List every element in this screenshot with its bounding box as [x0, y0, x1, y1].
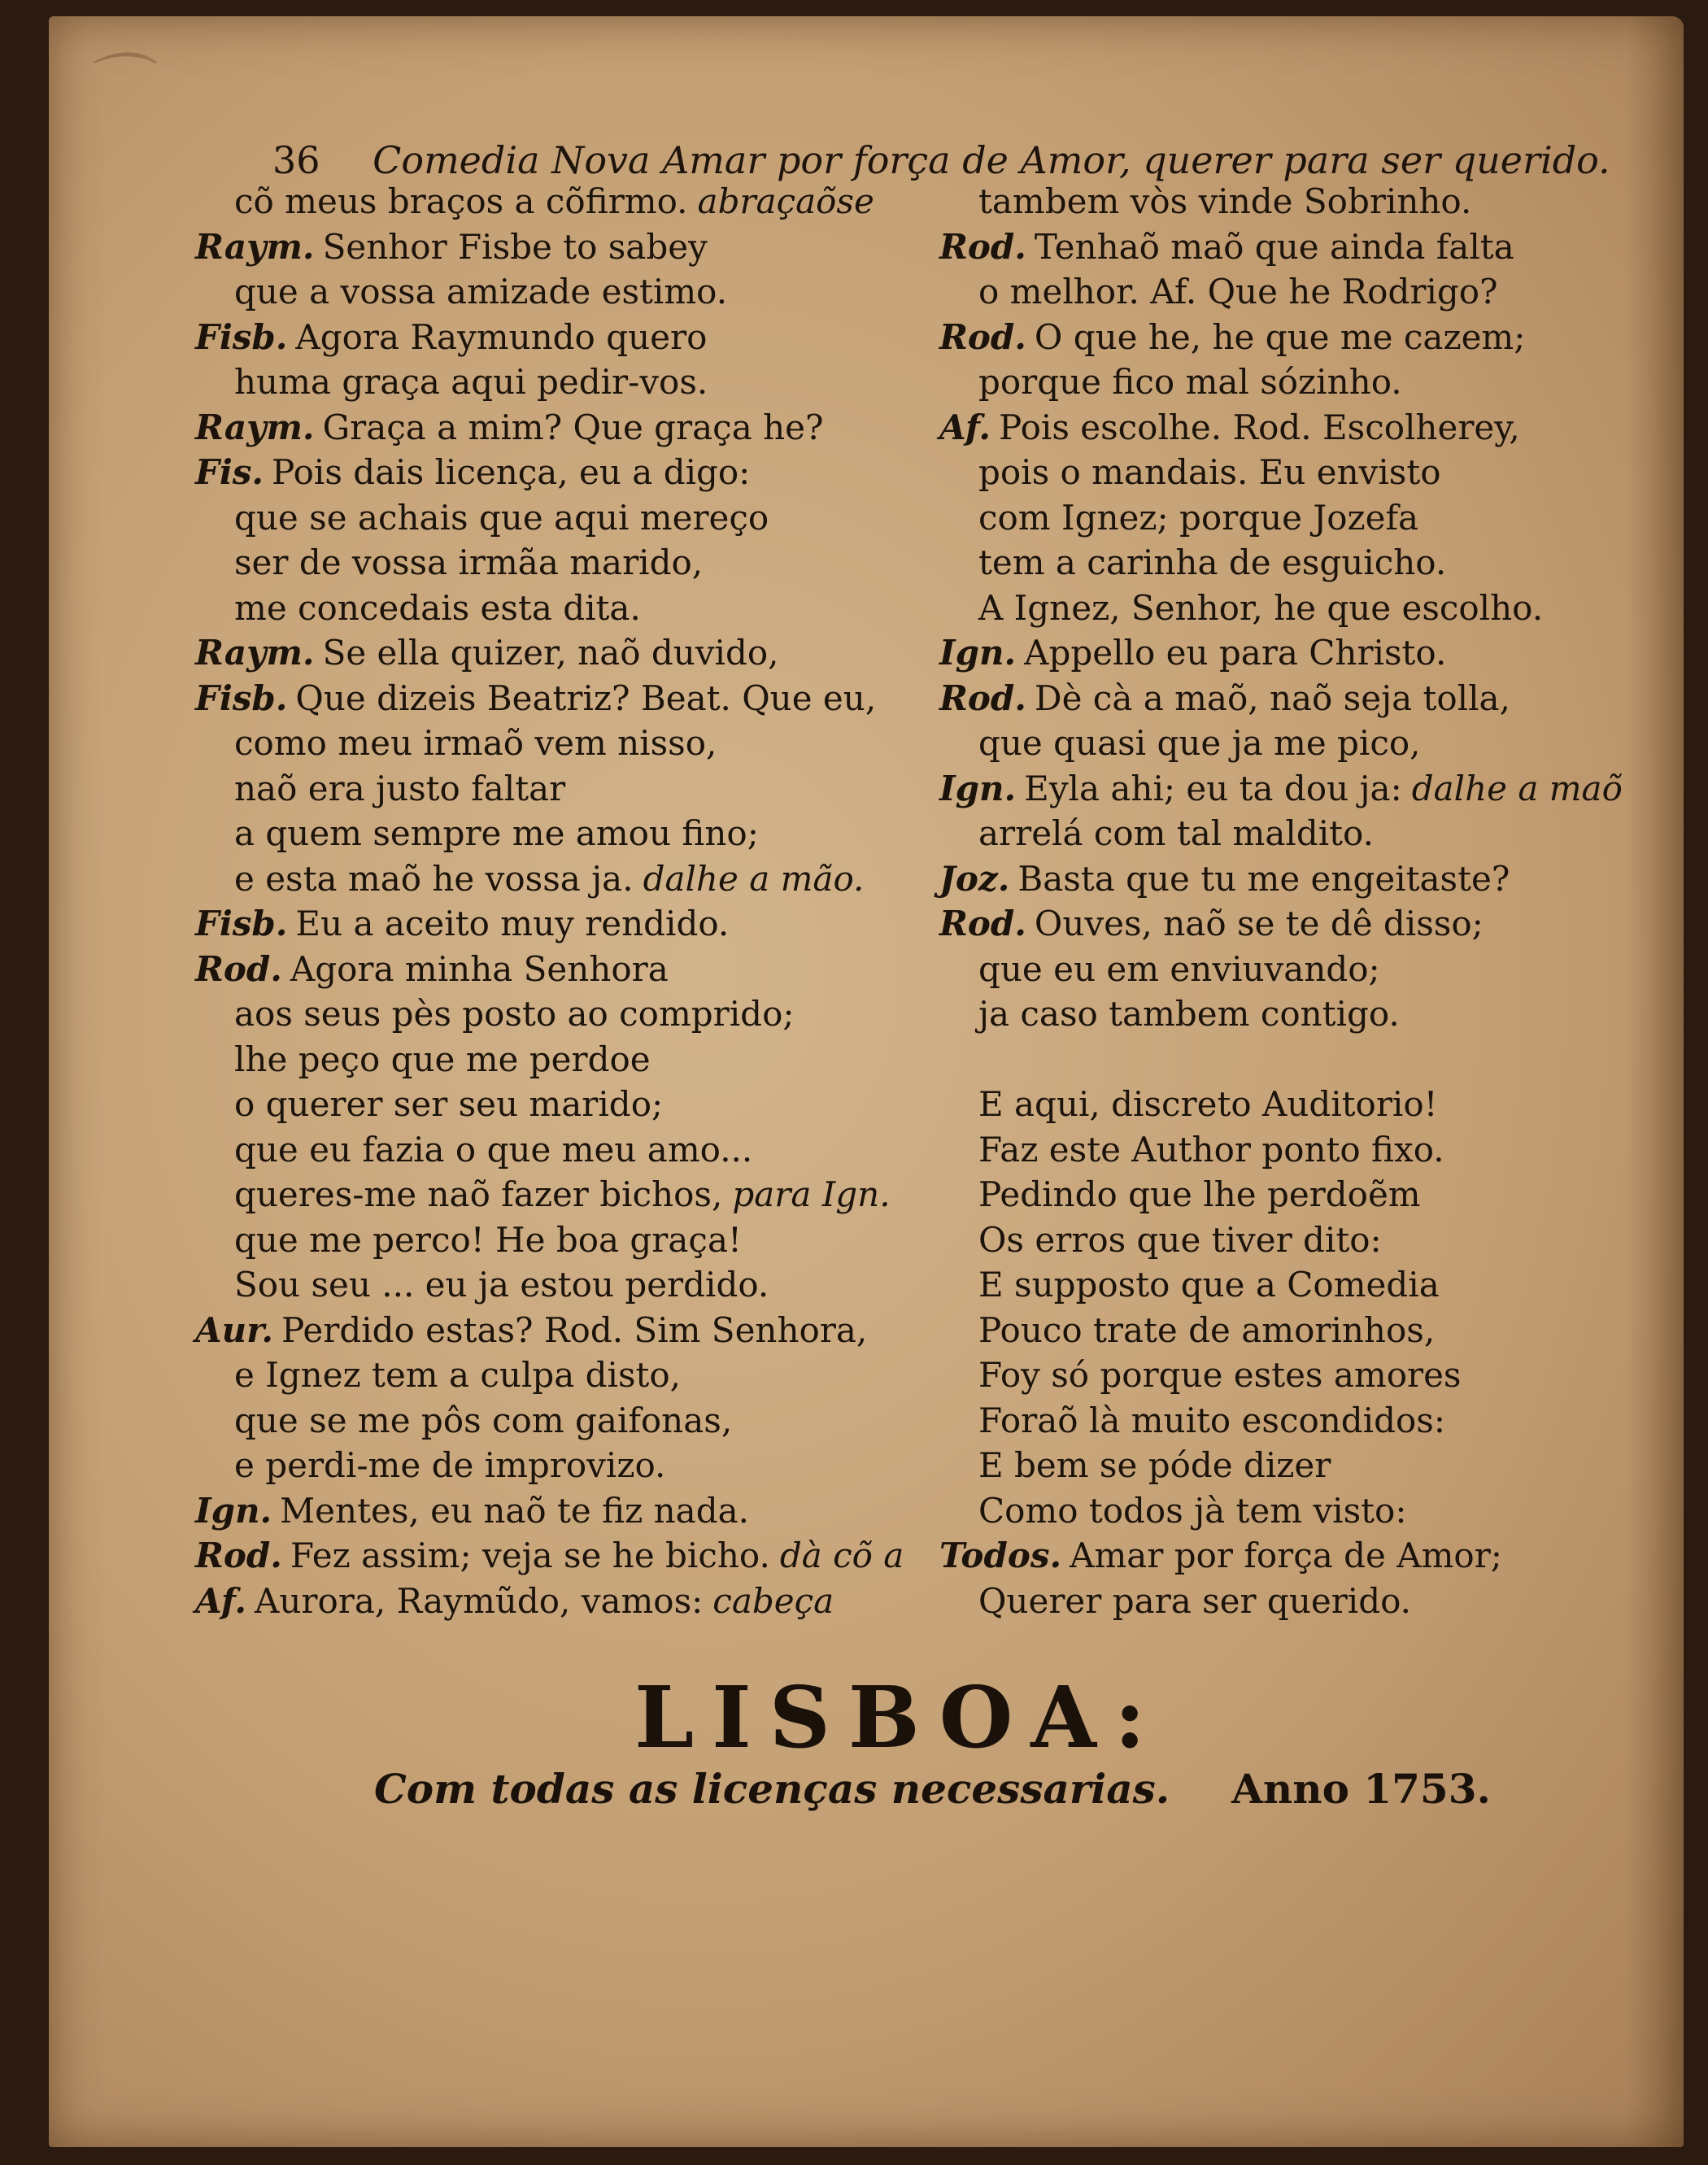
verse-text: Agora minha Senhora [290, 948, 669, 989]
corner-stain: ⌒ [81, 47, 146, 123]
verse-line [939, 766, 1647, 812]
verse-line [939, 1127, 1647, 1173]
verse-text: lhe peço que me perdoe [234, 1039, 651, 1079]
verse-line [939, 676, 1647, 721]
verse-line [195, 766, 952, 812]
speaker-name: Fisb. [195, 904, 288, 943]
verse-text: queres-me naõ fazer bichos, [234, 1174, 723, 1214]
verse-text: E aqui, discreto Auditorio! [978, 1084, 1438, 1124]
speaker-name: Raym. [195, 633, 315, 673]
speaker-name: Ign. [195, 1490, 272, 1531]
speaker-name: Rod. [939, 677, 1026, 718]
speaker-name: Todos. [939, 1536, 1062, 1575]
verse-text: Pois escolhe. Rod. Escolherey, [999, 407, 1520, 447]
verse-text: tem a carinha de esguicho. [978, 542, 1447, 582]
verse-text: que se achais que aqui mereço [234, 497, 769, 538]
verse-text: Senhor Fisbe to sabey [322, 226, 708, 267]
verse-text: Dè cà a maõ, naõ seja tolla, [1034, 677, 1510, 718]
verse-line [195, 1127, 952, 1173]
stage-direction: dalhe a maõ [1411, 768, 1623, 808]
speaker-name: Fisb. [195, 316, 288, 357]
verse-line [939, 991, 1647, 1037]
speaker-name: Rod. [195, 948, 282, 989]
verse-line [939, 1262, 1647, 1308]
verse-line [939, 721, 1647, 766]
verse-text: Appello eu para Christo. [1024, 633, 1447, 673]
speaker-name: Fisb. [195, 677, 288, 718]
speaker-name: Aur. [195, 1309, 274, 1350]
verse-text: Basta que tu me engeitaste? [1017, 858, 1510, 899]
verse-line [939, 901, 1647, 947]
verse-line [939, 1579, 1647, 1624]
imprint-year: Anno 1753. [1231, 1765, 1491, 1813]
verse-line [195, 586, 952, 631]
verse-text: Mentes, eu naõ te fiz nada. [280, 1490, 749, 1531]
verse-line [939, 630, 1647, 676]
speaker-name: Rod. [939, 904, 1026, 943]
verse-line [939, 269, 1647, 315]
verse-text: Foraõ là muito escondidos: [978, 1400, 1445, 1440]
verse-text: que se me pôs com gaifonas, [234, 1400, 733, 1440]
verse-line [939, 1353, 1647, 1398]
verse-line [195, 1308, 952, 1353]
verse-text: Querer para ser querido. [978, 1580, 1412, 1621]
verse-line [195, 630, 952, 676]
verse-text: E supposto que a Comedia [978, 1265, 1440, 1305]
speaker-name: Rod. [939, 226, 1026, 267]
stage-direction: dà cõ a [779, 1536, 904, 1575]
verse-text: Pedindo que lhe perdoẽm [978, 1174, 1421, 1214]
verse-text: Perdido estas? Rod. Sim Senhora, [281, 1309, 868, 1350]
stage-direction: cabeça [712, 1580, 834, 1621]
verse-line [939, 1533, 1647, 1579]
stage-direction: abraçaõse [697, 181, 874, 221]
verse-text: que a vossa amizade estimo. [234, 272, 728, 311]
verse-line [939, 450, 1647, 495]
verse-text: Os erros que tiver dito: [978, 1219, 1382, 1260]
verse-line [195, 1037, 952, 1082]
verse-text: o melhor. Af. Que he Rodrigo? [978, 272, 1498, 311]
stage-direction: dalhe a mão. [643, 858, 865, 899]
verse-text: e esta maõ he vossa ja. [234, 858, 634, 899]
right-column [939, 179, 1647, 1623]
verse-text: e perdi-me de improvizo. [234, 1445, 666, 1485]
verse-line [939, 811, 1647, 856]
verse-text: Ouves, naõ se te dê disso; [1034, 904, 1484, 943]
verse-line [939, 359, 1647, 405]
verse-line [195, 405, 952, 451]
verse-line [195, 676, 952, 721]
verse-text: E bem se póde dizer [978, 1445, 1331, 1485]
verse-line [195, 1533, 952, 1579]
verse-line [195, 1398, 952, 1444]
speaker-name: Af. [195, 1580, 247, 1621]
verse-line [195, 269, 952, 315]
page-title: Comedia Nova Amar por força de Amor, querer para ser querido. [373, 138, 1610, 182]
verse-line [195, 721, 952, 766]
running-header [272, 138, 1610, 182]
verse-text: Faz este Author ponto fixo. [978, 1129, 1444, 1170]
speaker-name: Raym. [195, 226, 315, 267]
verse-text: me concedais esta dita. [234, 587, 641, 628]
verse-text: Tenhaõ maõ que ainda falta [1034, 226, 1514, 267]
verse-line [195, 947, 952, 992]
verse-text: arrelá com tal maldito. [978, 813, 1374, 853]
verse-text: Pois dais licença, eu a digo: [272, 452, 751, 492]
verse-line [939, 1082, 1647, 1127]
verse-text: Eyla ahi; eu ta dou ja: [1024, 768, 1402, 808]
verse-line [195, 1082, 952, 1127]
verse-text: aos seus pès posto ao comprido; [234, 994, 795, 1034]
verse-line [195, 901, 952, 947]
verse-line [195, 315, 952, 360]
verse-text: Se ella quizer, naõ duvido, [322, 633, 779, 673]
imprint-license: Com todas as licenças necessarias. [374, 1765, 1170, 1813]
verse-text: com Ignez; porque Jozefa [978, 497, 1419, 538]
verse-text: A Ignez, Senhor, he que escolho. [978, 587, 1544, 628]
verse-text: a quem sempre me amou fino; [234, 813, 759, 853]
verse-line [195, 1218, 952, 1263]
imprint-line [374, 1765, 1491, 1813]
verse-text: que me perco! He boa graça! [234, 1219, 742, 1260]
verse-line [939, 1398, 1647, 1444]
verse-line [939, 179, 1647, 224]
book-page [49, 16, 1684, 2147]
left-column [195, 179, 952, 1623]
verse-text: que eu em enviuvando; [978, 948, 1380, 989]
verse-text: Foy só porque estes amores [978, 1355, 1462, 1395]
verse-text: cõ meus braços a cõfirmo. [234, 181, 688, 221]
verse-text: Eu a aceito muy rendido. [295, 904, 730, 943]
verse-line [195, 1488, 952, 1534]
speaker-name: Rod. [939, 316, 1026, 357]
verse-text: Pouco trate de amorinhos, [978, 1309, 1436, 1350]
verse-text: huma graça aqui pedir-vos. [234, 362, 708, 402]
verse-text: pois o mandais. Eu envisto [978, 452, 1441, 492]
verse-line [195, 856, 952, 902]
speaker-name: Af. [939, 407, 991, 447]
verse-line [939, 224, 1647, 270]
speaker-name: Ign. [939, 633, 1017, 673]
verse-text: e Ignez tem a culpa disto, [234, 1355, 682, 1395]
verse-text: ja caso tambem contigo. [978, 994, 1400, 1034]
verse-line [939, 586, 1647, 631]
verse-line [939, 1443, 1647, 1488]
verse-text: Agora Raymundo quero [295, 316, 708, 357]
verse-line [939, 540, 1647, 586]
speaker-name: Rod. [195, 1536, 282, 1575]
verse-line [939, 1172, 1647, 1218]
verse-text: Graça a mim? Que graça he? [322, 407, 824, 447]
verse-line [195, 450, 952, 495]
verse-line [939, 315, 1647, 360]
speaker-name: Joz. [939, 858, 1010, 899]
stage-direction: para Ign. [732, 1174, 891, 1214]
verse-text: Como todos jà tem visto: [978, 1490, 1407, 1531]
verse-text: porque fico mal sózinho. [978, 362, 1402, 402]
verse-line [939, 1308, 1647, 1353]
verse-text: o querer ser seu marido; [234, 1084, 664, 1124]
verse-text: ser de vossa irmãa marido, [234, 542, 704, 582]
verse-text: Aurora, Raymũdo, vamos: [255, 1580, 704, 1621]
verse-text: Amar por força de Amor; [1070, 1536, 1502, 1575]
page-number: 36 [272, 138, 320, 182]
verse-text: Fez assim; veja se he bicho. [290, 1536, 770, 1575]
imprint-city: LISBOA: [634, 1667, 1164, 1767]
verse-text: Que dizeis Beatriz? Beat. Que eu, [295, 677, 877, 718]
verse-line [195, 1579, 952, 1624]
verse-line [195, 224, 952, 270]
verse-text: naõ era justo faltar [234, 768, 566, 808]
verse-line [939, 947, 1647, 992]
verse-text: O que he, he que me cazem; [1034, 316, 1526, 357]
verse-line [939, 405, 1647, 451]
verse-line [195, 811, 952, 856]
verse-line [195, 359, 952, 405]
verse-text: que eu fazia o que meu amo... [234, 1129, 753, 1170]
speaker-name: Fis. [195, 452, 264, 492]
verse-text: que quasi que ja me pico, [978, 723, 1421, 763]
verse-line [939, 1488, 1647, 1534]
verse-line [195, 495, 952, 541]
verse-line [939, 495, 1647, 541]
verse-line [195, 991, 952, 1037]
speaker-name: Ign. [939, 768, 1017, 808]
verse-text: como meu irmaõ vem nisso, [234, 723, 717, 763]
verse-line [939, 1218, 1647, 1263]
verse-line [195, 540, 952, 586]
verse-line [939, 856, 1647, 902]
verse-text: tambem vòs vinde Sobrinho. [978, 181, 1472, 221]
speaker-name: Raym. [195, 407, 315, 447]
verse-text: Sou seu ... eu ja estou perdido. [234, 1265, 769, 1305]
verse-line [939, 1037, 1647, 1082]
verse-line [195, 1443, 952, 1488]
verse-line [195, 1262, 952, 1308]
verse-line [195, 1353, 952, 1398]
verse-line [195, 179, 952, 224]
verse-line [195, 1172, 952, 1218]
